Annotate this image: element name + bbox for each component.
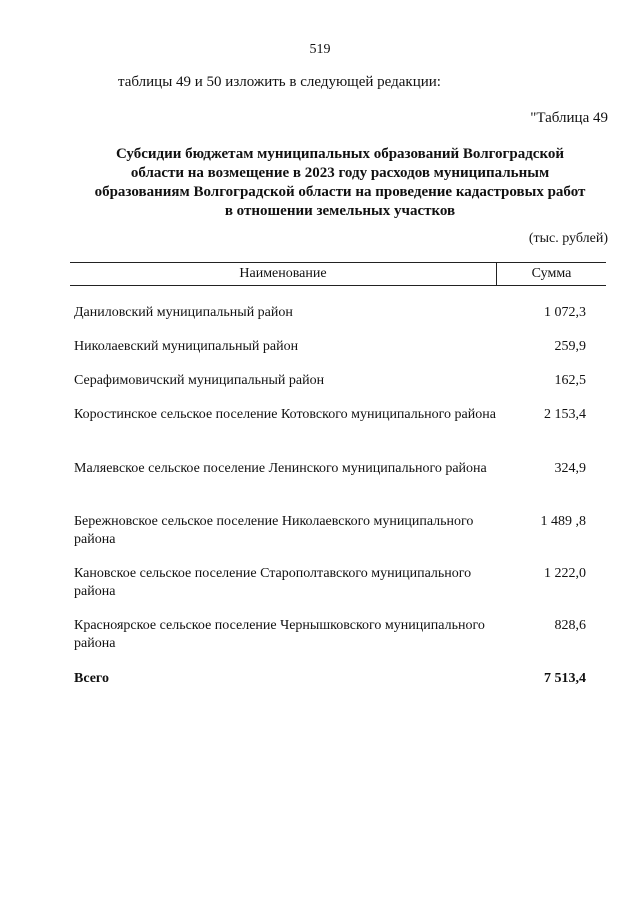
row-value: 162,5 [554,373,586,388]
row-value: 2 153,4 [544,407,586,422]
table-header [70,262,606,286]
table-reference: "Таблица 49 [530,110,608,126]
row-name: Маляевское сельское поселение Ленинского муниципального района [74,461,487,476]
unit-note: (тыс. рублей) [528,231,608,246]
header-name: Наименование [239,266,327,281]
row-value: 259,9 [554,339,586,354]
header-sum: Сумма [531,266,572,281]
row-value: 324,9 [554,461,586,476]
row-name: Николаевский муниципальный район [74,339,299,354]
row-value: 1 072,3 [544,305,586,320]
row-name: Красноярское сельское поселение Чернышковского муниципального района [74,618,485,651]
total-value: 7 513,4 [544,671,586,686]
table-title: Субсидии бюджетам муниципальных образований Волгоградской области на возмещение в 2023 году расходов муниципальным образованиям Волгоградской области на проведение кадастровых работ в отношении земельных участков [94,146,586,219]
row-name: Бережновское сельское поселение Николаевского муниципального района [74,514,474,547]
page-number: 519 [309,42,331,57]
row-name: Серафимовичский муниципальный район [74,373,325,388]
row-value: 1 489 ,8 [540,514,586,529]
row-name: Кановское сельское поселение Старополтавского муниципального района [74,566,472,599]
row-name: Даниловский муниципальный район [74,305,293,320]
row-value: 1 222,0 [544,566,586,581]
total-label: Всего [74,671,109,686]
intro-text: таблицы 49 и 50 изложить в следующей редакции: [118,74,441,90]
row-value: 828,6 [554,618,586,633]
row-name: Коростинское сельское поселение Котовского муниципального района [74,407,496,422]
